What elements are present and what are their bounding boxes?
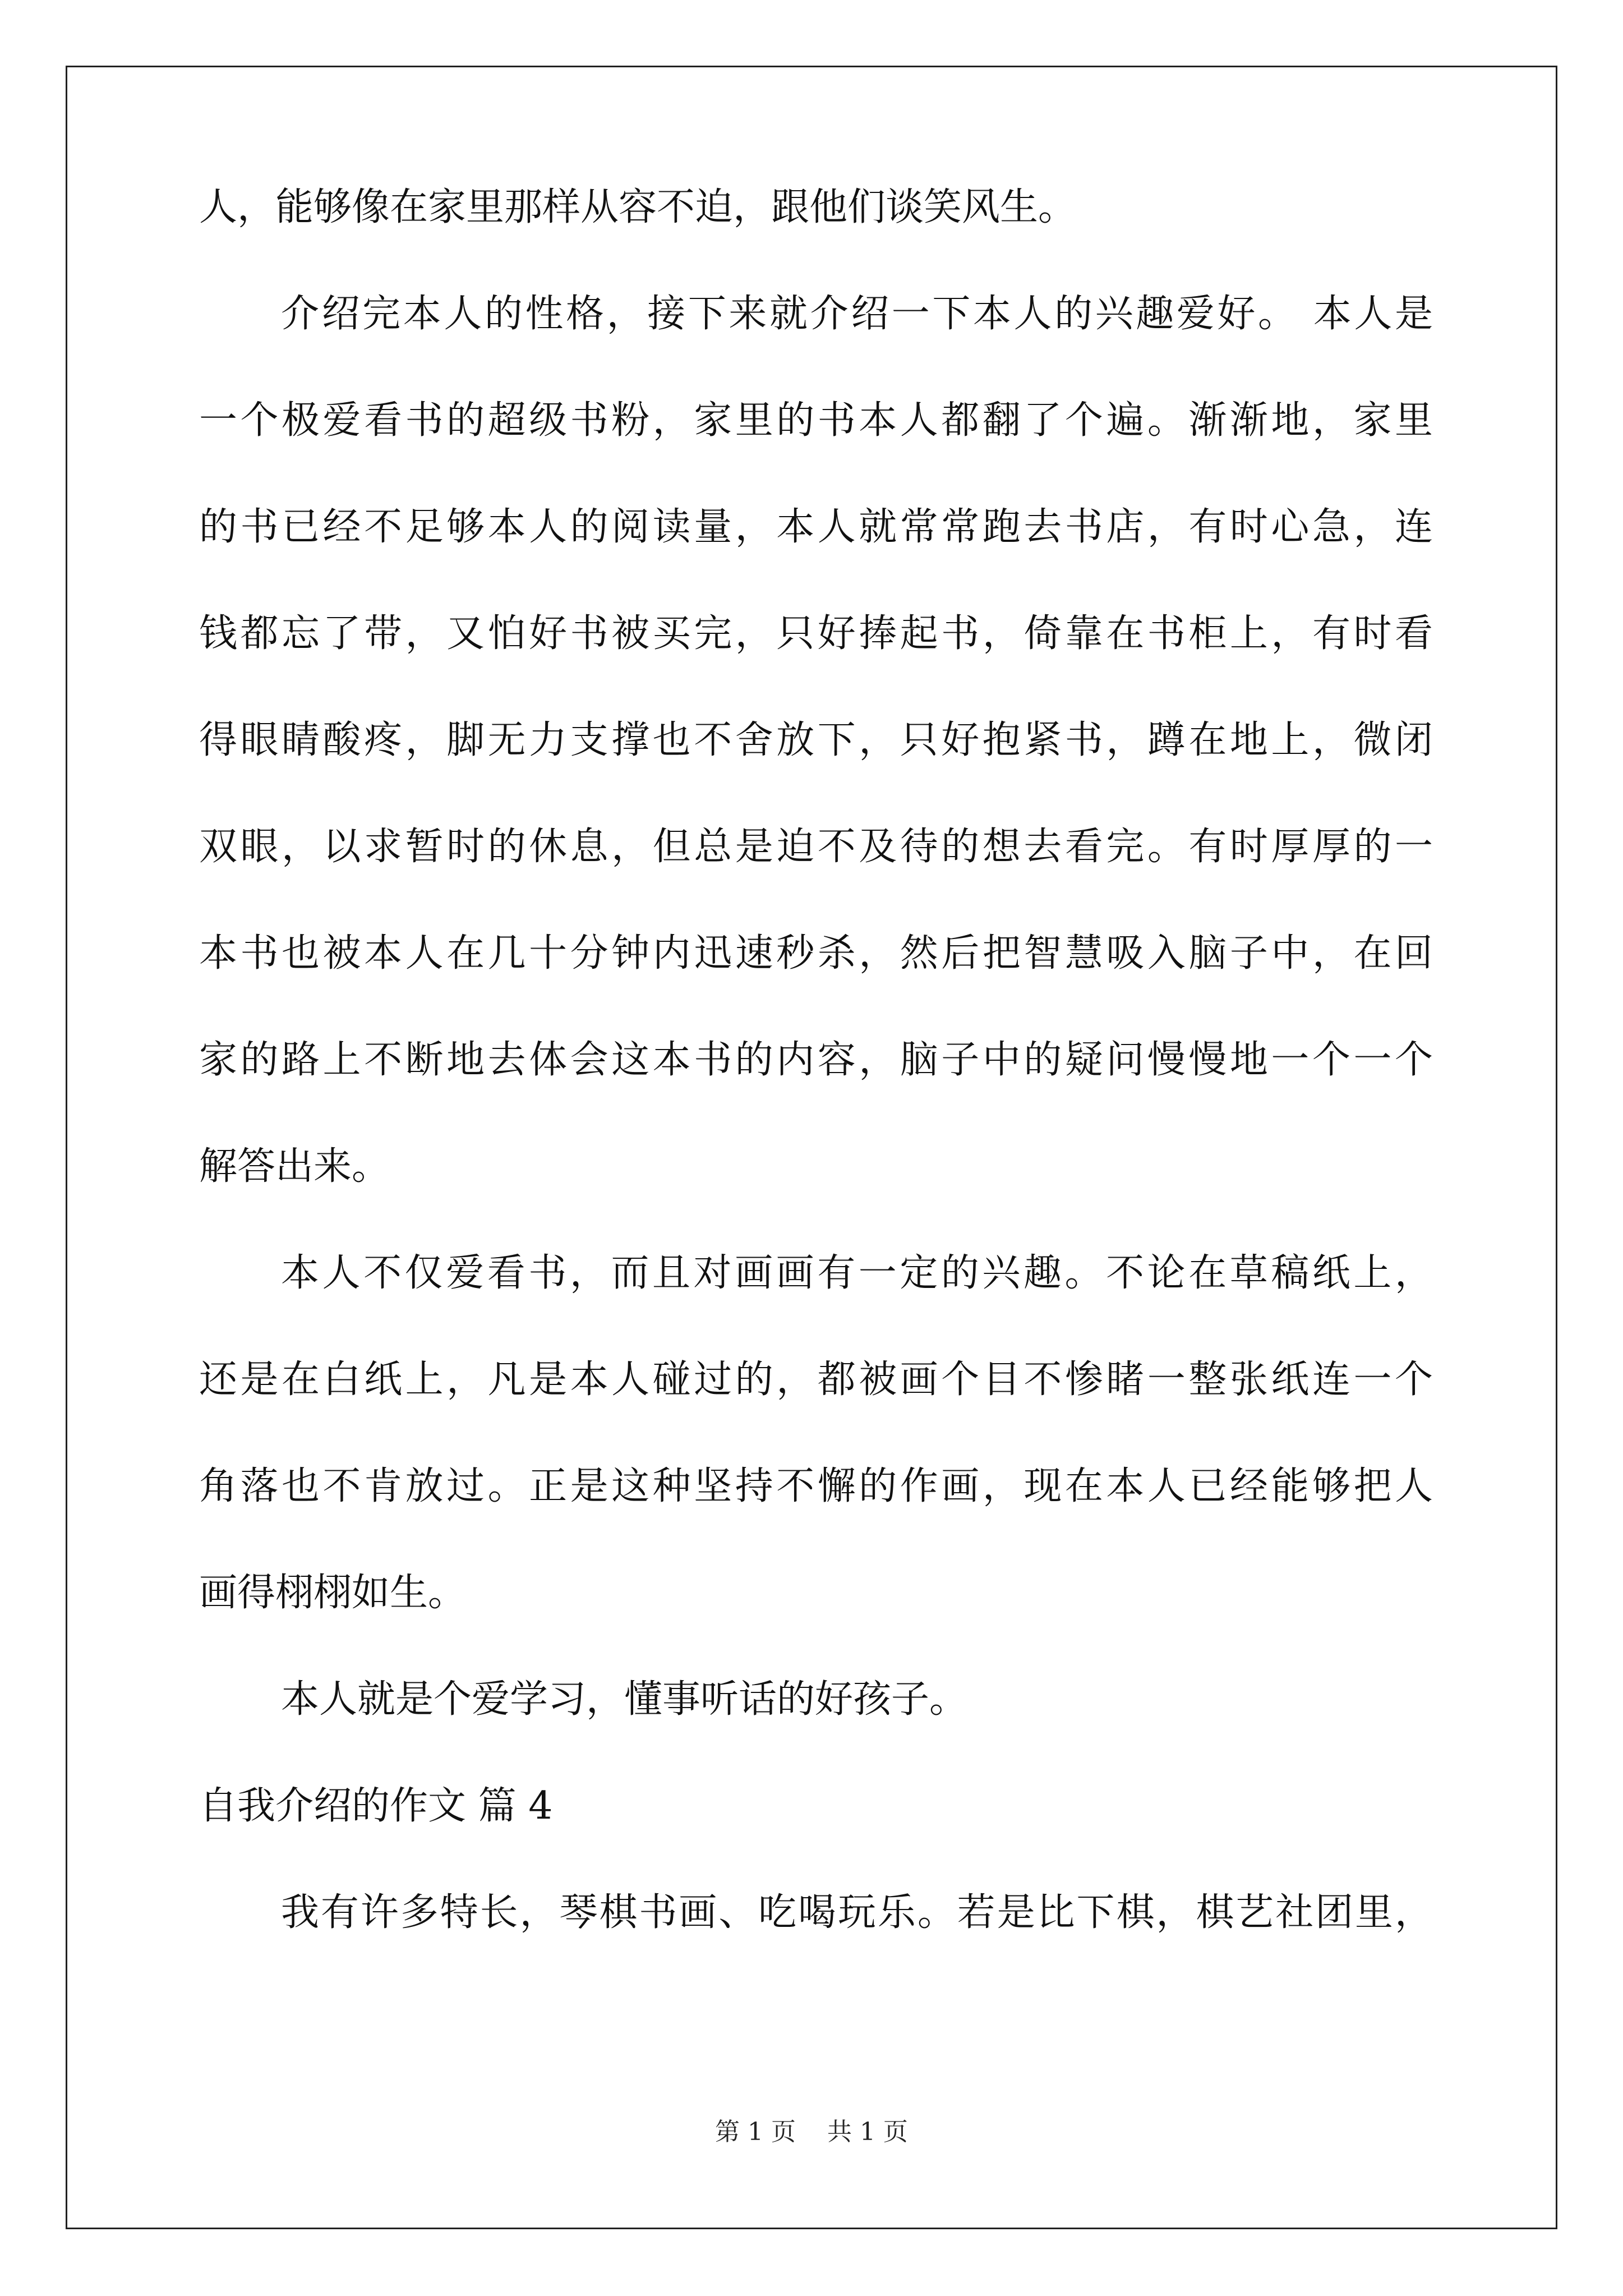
text-line: 钱都忘了带，又怕好书被买完，只好捧起书，倚靠在书柜上，有时看 bbox=[199, 611, 1433, 656]
text-line: 家的路上不断地去体会这本书的内容，脑子中的疑问慢慢地一个一个 bbox=[199, 1038, 1433, 1082]
text-line: 本书也被本人在几十分钟内迅速秒杀，然后把智慧吸入脑子中，在回 bbox=[199, 931, 1433, 976]
page-number: 第 1 页 共 1 页 bbox=[715, 2118, 908, 2146]
text-line: 人，能够像在家里那样从容不迫，跟他们谈笑风生。 bbox=[199, 185, 1077, 229]
text-line: 解答出来。 bbox=[199, 1144, 390, 1189]
text-line: 得眼睛酸疼，脚无力支撑也不舍放下，只好抱紧书，蹲在地上，微闭 bbox=[199, 718, 1433, 762]
text-line: 的书已经不足够本人的阅读量，本人就常常跑去书店，有时心急，连 bbox=[199, 505, 1433, 549]
paragraph-first-line: 我有许多特长，琴棋书画、吃喝玩乐。若是比下棋，棋艺社团里， bbox=[281, 1890, 1433, 1935]
section-heading: 自我介绍的作文 篇 4 bbox=[199, 1784, 553, 1828]
text-line: 角落也不肯放过。正是这种坚持不懈的作画，现在本人已经能够把人 bbox=[199, 1464, 1433, 1508]
paragraph-first-line: 介绍完本人的性格，接下来就介绍一下本人的兴趣爱好。 本人是 bbox=[281, 292, 1433, 336]
paragraph-first-line: 本人就是个爱学习，懂事听话的好孩子。 bbox=[281, 1677, 968, 1722]
text-line: 还是在白纸上，凡是本人碰过的，都被画个目不惨睹一整张纸连一个 bbox=[199, 1358, 1433, 1402]
text-line: 一个极爱看书的超级书粉，家里的书本人都翻了个遍。渐渐地，家里 bbox=[199, 398, 1433, 443]
page-footer bbox=[0, 2116, 1623, 2148]
text-line: 双眼，以求暂时的休息，但总是迫不及待的想去看完。有时厚厚的一 bbox=[199, 825, 1433, 869]
text-line: 画得栩栩如生。 bbox=[199, 1571, 467, 1615]
paragraph-first-line: 本人不仅爱看书，而且对画画有一定的兴趣。不论在草稿纸上， bbox=[281, 1251, 1433, 1295]
